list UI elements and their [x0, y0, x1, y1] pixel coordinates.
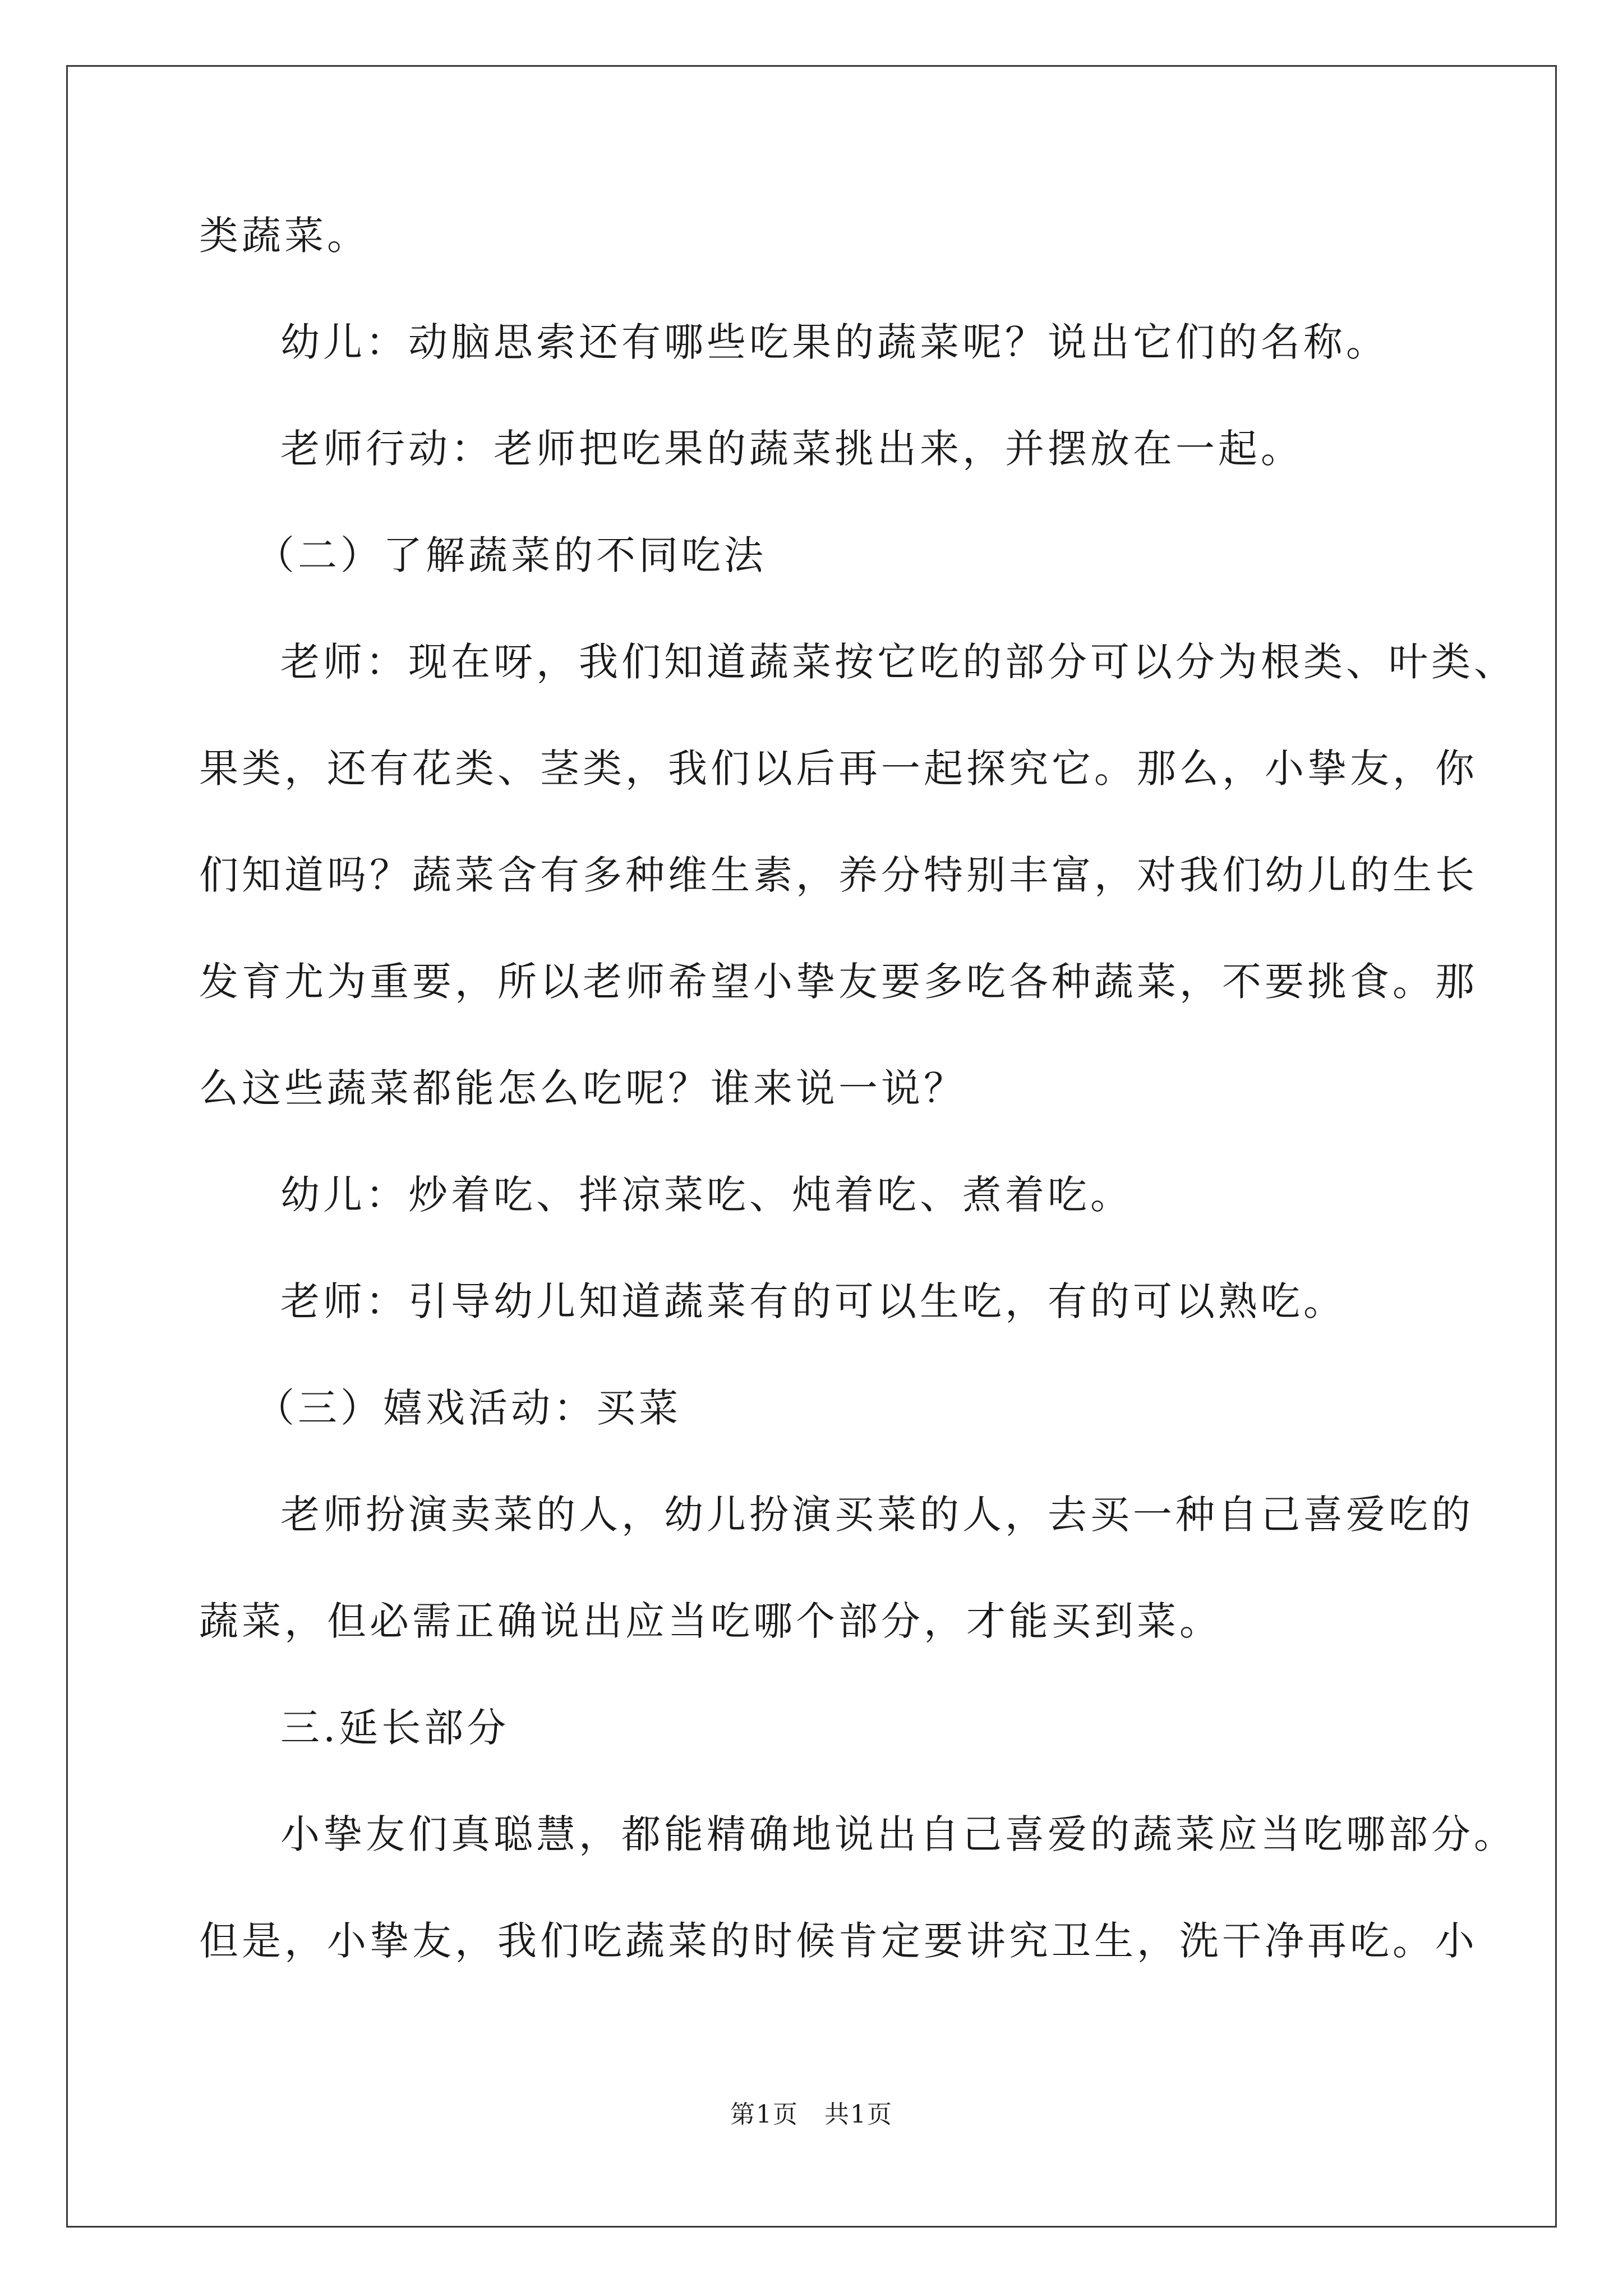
- text-line: 果类，还有花类、茎类，我们以后再一起探究它。那么，小挚友，你: [199, 746, 1478, 792]
- text-line: 老师扮演卖菜的人，幼儿扮演买菜的人，去买一种自己喜爱吃的: [280, 1492, 1474, 1538]
- text-line: 小挚友们真聪慧，都能精确地说出自己喜爱的蔬菜应当吃哪部分。: [280, 1811, 1516, 1857]
- text-line: 老师：现在呀，我们知道蔬菜按它吃的部分可以分为根类、叶类、: [280, 639, 1516, 685]
- section-heading: （三）嬉戏活动：买菜: [255, 1385, 681, 1431]
- text-line: 幼儿：动脑思索还有哪些吃果的蔬菜呢？说出它们的名称。: [280, 319, 1389, 365]
- text-line: 么这些蔬菜都能怎么吃呢？谁来说一说？: [199, 1065, 966, 1111]
- page-border: [66, 65, 1557, 2228]
- text-line: 但是，小挚友，我们吃蔬菜的时候肯定要讲究卫生，洗干净再吃。小: [199, 1918, 1478, 1964]
- text-line: 发育尤为重要，所以老师希望小挚友要多吃各种蔬菜，不要挑食。那: [199, 959, 1478, 1005]
- text-line: 幼儿：炒着吃、拌凉菜吃、炖着吃、煮着吃。: [280, 1172, 1133, 1218]
- text-line: 蔬菜，但必需正确说出应当吃哪个部分，才能买到菜。: [199, 1598, 1222, 1644]
- text-line: 老师行动：老师把吃果的蔬菜挑出来，并摆放在一起。: [280, 426, 1303, 472]
- section-heading: 三.延长部分: [280, 1705, 510, 1751]
- page-number: 第1页 共1页: [730, 2100, 893, 2129]
- text-line: 们知道吗？蔬菜含有多种维生素，养分特别丰富，对我们幼儿的生长: [199, 852, 1478, 898]
- text-line: 类蔬菜。: [199, 213, 370, 259]
- section-heading: （二）了解蔬菜的不同吃法: [255, 532, 767, 578]
- text-line: 老师：引导幼儿知道蔬菜有的可以生吃，有的可以熟吃。: [280, 1278, 1346, 1324]
